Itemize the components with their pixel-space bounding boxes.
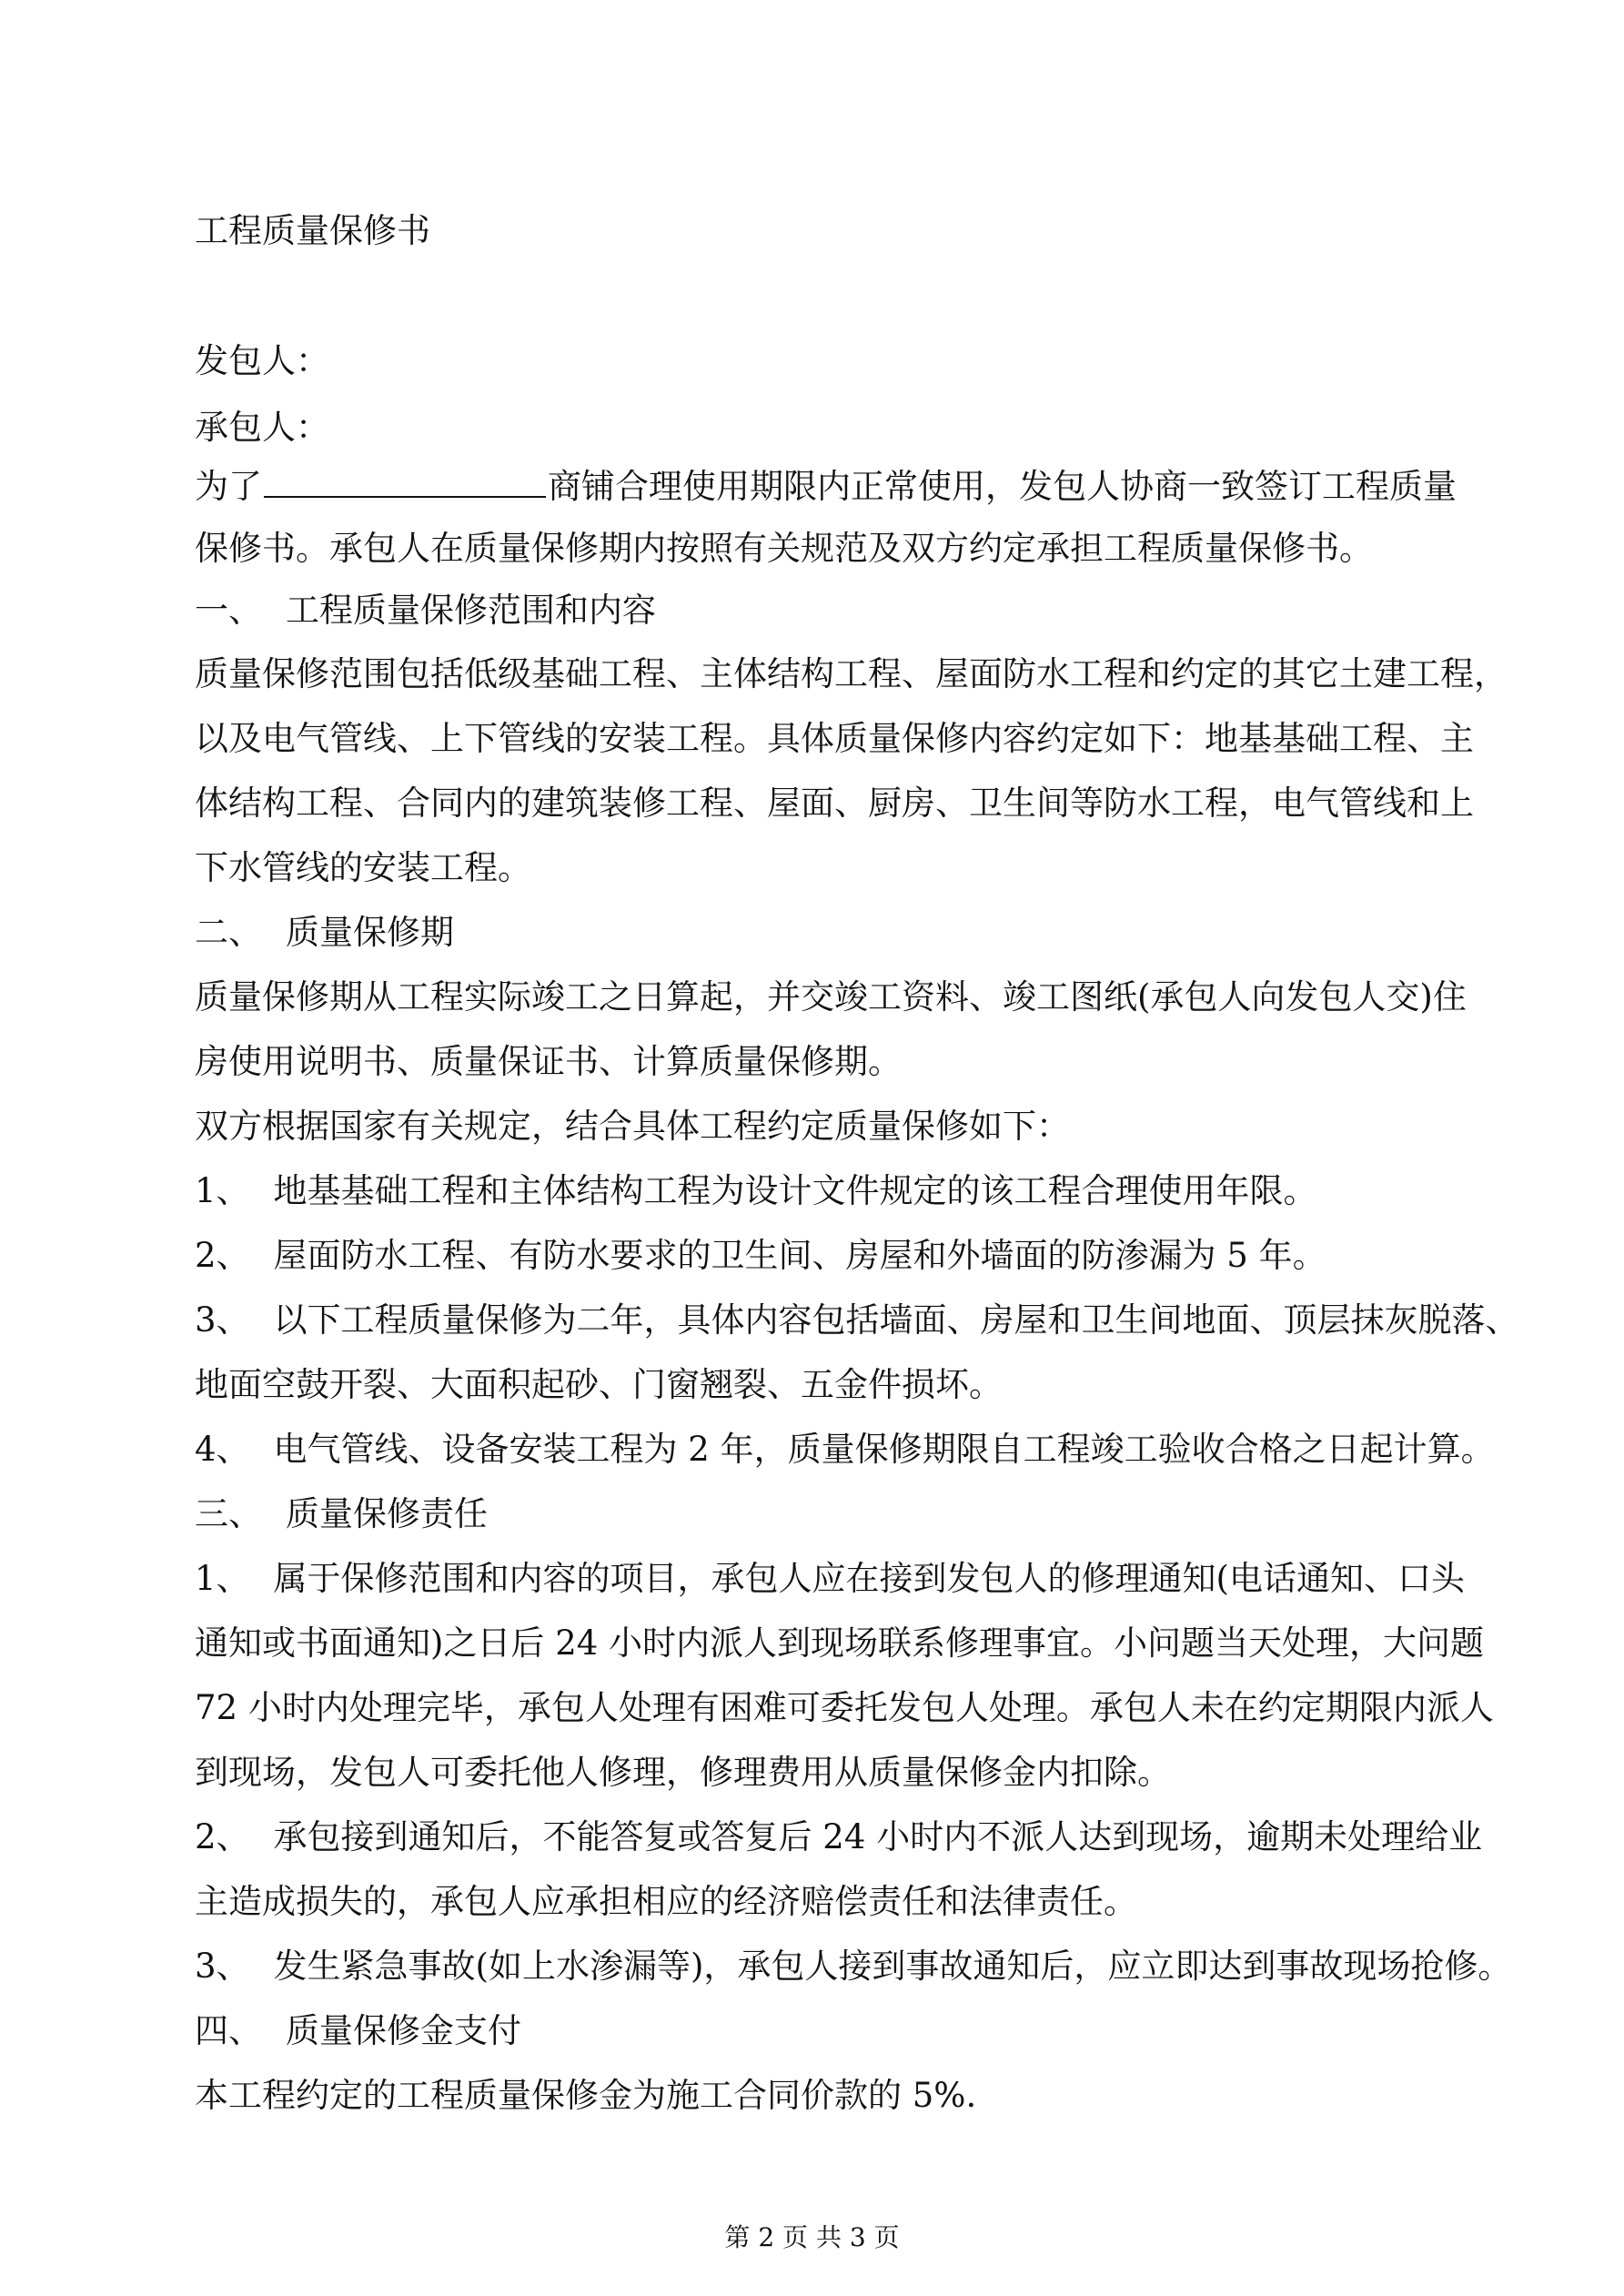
item-text: 屋面防水工程、有防水要求的卫生间、房屋和外墙面的防渗漏为 5 年。 [273,1236,1326,1275]
section-2-title: 质量保修期 [286,913,454,952]
item-text: 地基基础工程和主体结构工程为设计文件规定的该工程合理使用年限。 [273,1171,1317,1210]
section-3-item [195,1815,1483,1860]
item-text: 发生紧急事故(如上水渗漏等)，承包人接到事故通知后，应立即达到事故现场抢修。 [273,1947,1512,1986]
item-number: 4、 [195,1430,250,1469]
item-number: 2、 [195,1817,250,1856]
item-text: 电气管线、设备安装工程为 2 年，质量保修期限自工程竣工验收合格之日起计算。 [273,1430,1495,1469]
intro-suffix: 商铺合理使用期限内正常使用，发包人协商一致签订工程质量 [548,467,1457,506]
section-1-number: 一、 [195,591,262,630]
section-4-number: 四、 [195,2011,262,2050]
section-1-line: 以及电气管线、上下管线的安装工程。具体质量保修内容约定如下：地基基础工程、主 [195,719,1474,758]
section-1-line: 下水管线的安装工程。 [195,848,531,887]
intro-line-2: 保修书。承包人在质量保修期内按照有关规范及双方约定承担工程质量保修书。 [195,529,1373,568]
section-3-item-cont: 到现场，发包人可委托他人修理，修理费用从质量保修金内扣除。 [195,1753,1171,1792]
section-1-title: 工程质量保修范围和内容 [286,591,656,630]
section-2-line: 双方根据国家有关规定，结合具体工程约定质量保修如下： [195,1107,1070,1146]
section-2-line: 质量保修期从工程实际竣工之日算起，并交竣工资料、竣工图纸(承包人向发包人交)住 [195,977,1467,1017]
section-3-item [195,1944,1512,1989]
item-number: 3、 [195,1300,250,1340]
section-2-line: 房使用说明书、质量保证书、计算质量保修期。 [195,1042,902,1081]
section-2-number: 二、 [195,913,262,952]
section-3-number: 三、 [195,1494,262,1533]
item-number: 1、 [195,1559,250,1598]
section-1-line: 体结构工程、合同内的建筑装修工程、屋面、厨房、卫生间等防水工程，电气管线和上 [195,784,1474,823]
section-3-item-cont: 72 小时内处理完毕，承包人处理有困难可委托发包人处理。承包人未在约定期限内派人 [195,1688,1494,1727]
section-1-line: 质量保修范围包括低级基础工程、主体结构工程、屋面防水工程和约定的其它土建工程， [195,654,1508,693]
item-number: 1、 [195,1171,250,1210]
project-name-blank[interactable] [264,469,546,498]
section-3-item-cont: 主造成损失的，承包人应承担相应的经济赔偿责任和法律责任。 [195,1882,1137,1921]
section-2-item [195,1168,1450,1214]
section-4-line: 本工程约定的工程质量保修金为施工合同价款的 5%. [195,2076,977,2115]
party-b-label: 承包人： [195,408,329,447]
party-a-label: 发包人： [195,341,329,380]
page-footer: 第 2 页 共 3 页 [724,2222,900,2252]
section-2-item [195,1427,1495,1472]
section-3-item [195,1556,1465,1602]
section-2-item [195,1233,1450,1279]
section-1-heading [195,588,1450,633]
item-text: 以下工程质量保修为二年，具体内容包括墙面、房屋和卫生间地面、顶层抹灰脱落、 [273,1300,1519,1340]
section-3-title: 质量保修责任 [286,1494,488,1533]
item-text: 承包接到通知后，不能答复或答复后 24 小时内不派人达到现场，逾期未处理给业 [273,1817,1483,1856]
item-number: 2、 [195,1236,250,1275]
section-3-heading [195,1492,1450,1537]
item-text: 属于保修范围和内容的项目，承包人应在接到发包人的修理通知(电话通知、口头 [273,1559,1465,1598]
section-4-title: 质量保修金支付 [286,2011,521,2050]
section-2-heading [195,910,1450,956]
item-number: 3、 [195,1947,250,1986]
section-2-item [195,1298,1519,1343]
section-2-item-cont: 地面空鼓开裂、大面积起砂、门窗翘裂、五金件损坏。 [195,1365,1003,1404]
document-title: 工程质量保修书 [195,211,430,250]
intro-prefix: 为了 [195,467,262,506]
intro-line-1 [195,464,1457,510]
section-4-heading [195,2008,1450,2054]
section-3-item-cont: 通知或书面通知)之日后 24 小时内派人到现场联系修理事宜。小问题当天处理，大问题 [195,1623,1485,1663]
